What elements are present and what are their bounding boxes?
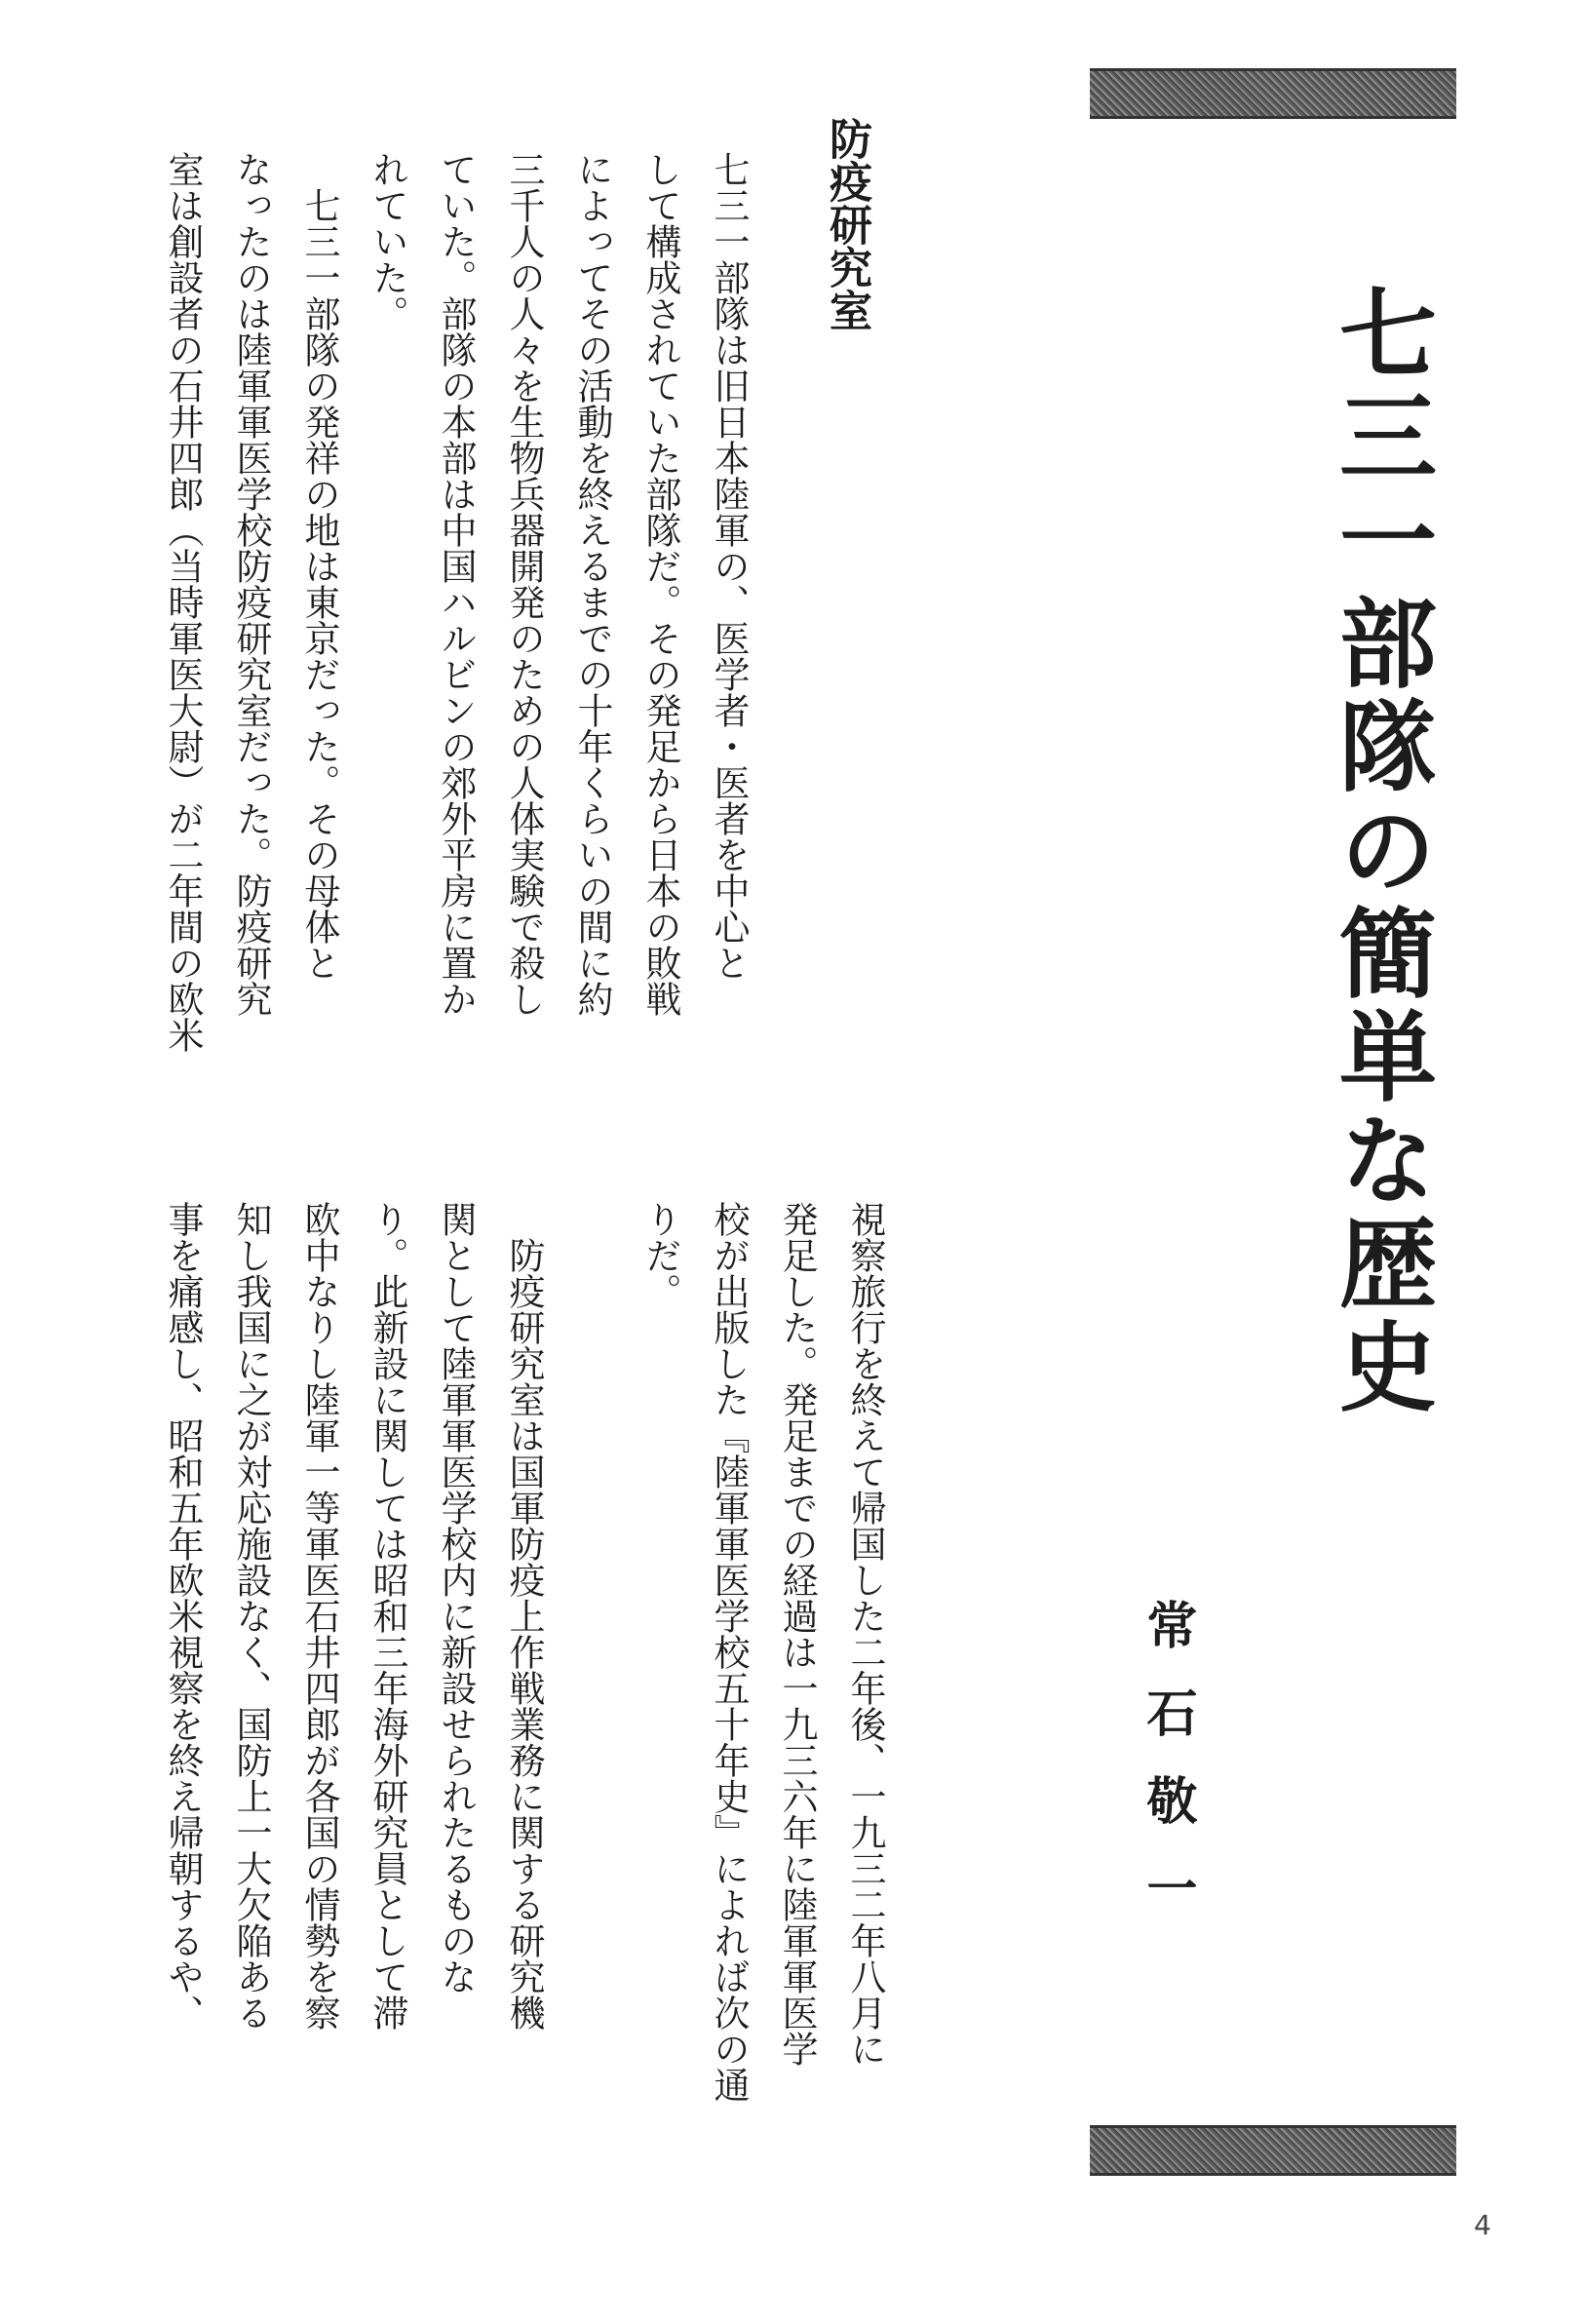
decorative-bar-bottom [1090,2125,1456,2176]
page-title: 七三一部隊の簡単な歴史 [1323,283,1437,1419]
body-text-lower: 視察旅行を終えて帰国した二年後、一九三二年八月に 発足した。発足までの経過は一九三六年に陸軍軍医学 校が出版した『陸軍軍医学校五十年史』によれば次の通 りだ。 防疫研究室は国軍防疫上作戦業務に関する研究機 関として陸軍軍医学校内に新設せられたるものな り。此新設に関しては昭和三年海外研究員として滞 欧中なりし陸軍一等軍医石井四郎が各国の情勢を察 知し我国に之が対応施設なく、国防上一大欠陥ある 事を痛感し、昭和五年欧米視察を終え帰朝するや、 [162,1201,886,2103]
section-heading: 防疫研究室 [822,117,871,331]
decorative-bar-top [1090,68,1456,119]
page-number: 4 [1474,2209,1491,2241]
author-name: 常石敬一 [1138,1599,1196,1950]
body-text-upper: 七三一部隊は旧日本陸軍の、医学者・医者を中心と して構成されていた部隊だ。その発足から日本の敗戦 によってその活動を終えるまでの十年くらいの間に約 三千人の人々を生物兵器開発のための人体実験で殺し ていた。部隊の本部は中国ハルビンの郊外平房に置か れていた。 七三一部隊の発祥の地は東京だった。その母体と なったのは陸軍軍医学校防疫研究室だった。防疫研究 室は創設者の石井四郎（当時軍医大尉）が二年間の欧米 [162,151,750,1053]
